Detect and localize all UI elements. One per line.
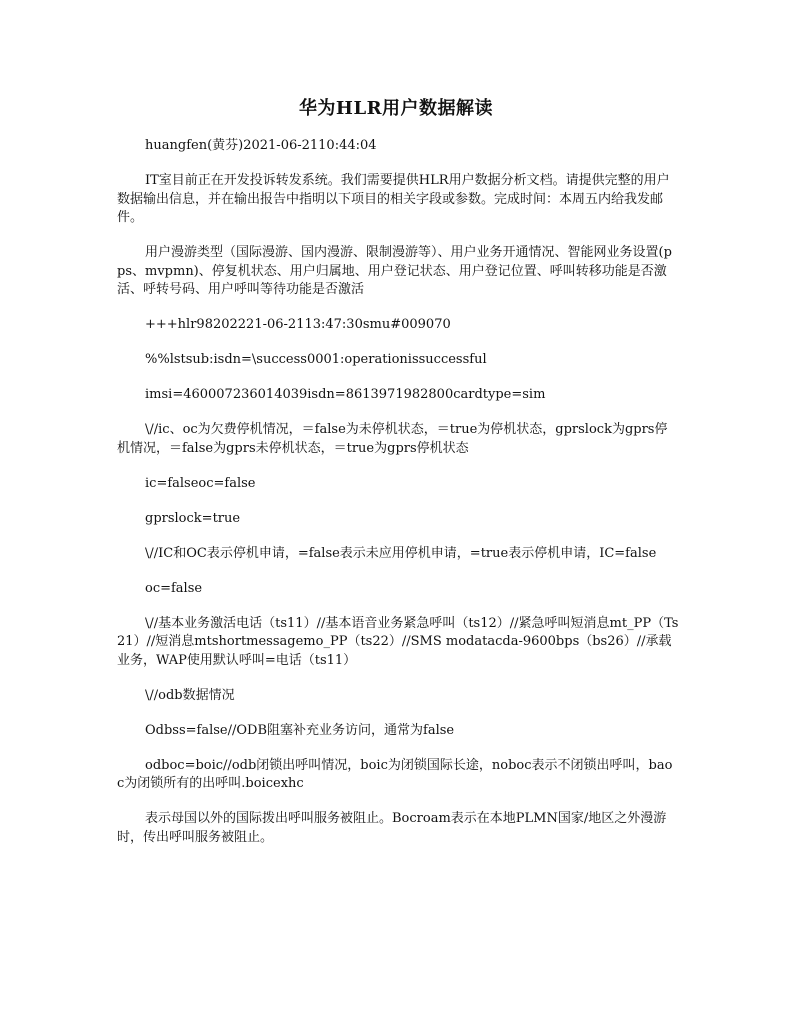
- lstsub-command-line: %%lstsub:isdn=\success0001:operationissuccessful: [145, 352, 487, 367]
- odboc-line: odboc=boic//odb闭锁出呼叫情况，boic为闭锁国际长途，noboc表示不闭锁出呼叫，baoc为闭锁所有的出呼叫.boicexhc: [117, 757, 673, 791]
- document-body: [117, 137, 679, 864]
- basic-services-explanation: \//基本业务激活电话（ts11）//基本语音业务紧急呼叫（ts12）//紧急呼叫短消息mt_PP（Ts21）//短消息mtshortmessagemo_PP（ts22）//SMS modatacda-9600bps（bs26）//承载业务，WAP使用默认呼叫=电话（ts11）: [117, 615, 679, 668]
- imsi-line: imsi=460007236014039isdn=8613971982800cardtype=sim: [145, 387, 546, 402]
- request-paragraph: IT室目前正在开发投诉转发系统。我们需要提供HLR用户数据分析文档。请提供完整的用户数据输出信息，并在输出报告中指明以下项目的相关字段或参数。完成时间：本周五内给我发邮件。: [117, 173, 670, 225]
- author-timestamp-line: huangfen(黄芬)2021-06-2110:44:04: [145, 138, 377, 153]
- oc-value: oc=false: [145, 580, 203, 596]
- document-title: 华为HLR用户数据解读: [298, 98, 494, 119]
- ic-oc-application-explanation: \//IC和OC表示停机申请，=false表示未应用停机申请，=true表示停机申请，IC=false: [145, 545, 657, 561]
- hlr-header-line: +++hlr98202221-06-2113:47:30smu#009070: [145, 317, 451, 332]
- requirements-paragraph: 用户漫游类型（国际漫游、国内漫游、限制漫游等）、用户业务开通情况、智能网业务设置(pps、mvpmn)、停复机状态、用户归属地、用户登记状态、用户登记位置、呼叫转移功能是否激活、呼转号码、用户呼叫等待功能是否激活: [117, 245, 672, 297]
- odb-heading-line: \//odb数据情况: [145, 687, 235, 703]
- ic-oc-values: ic=falseoc=false: [145, 475, 256, 491]
- ic-oc-explanation: \//ic、oc为欠费停机情况，＝false为未停机状态，＝true为停机状态，gprslock为gprs停机情况，＝false为gprs未停机状态，＝true为gprs停机状态: [117, 422, 668, 456]
- boicexhc-explanation: 表示母国以外的国际拨出呼叫服务被阻止。Bocroam表示在本地PLMN国家/地区之外漫游时，传出呼叫服务被阻止。: [117, 811, 667, 845]
- odbss-line: Odbss=false//ODB阻塞补充业务访问，通常为false: [145, 722, 455, 738]
- gprslock-value: gprslock=true: [145, 510, 241, 526]
